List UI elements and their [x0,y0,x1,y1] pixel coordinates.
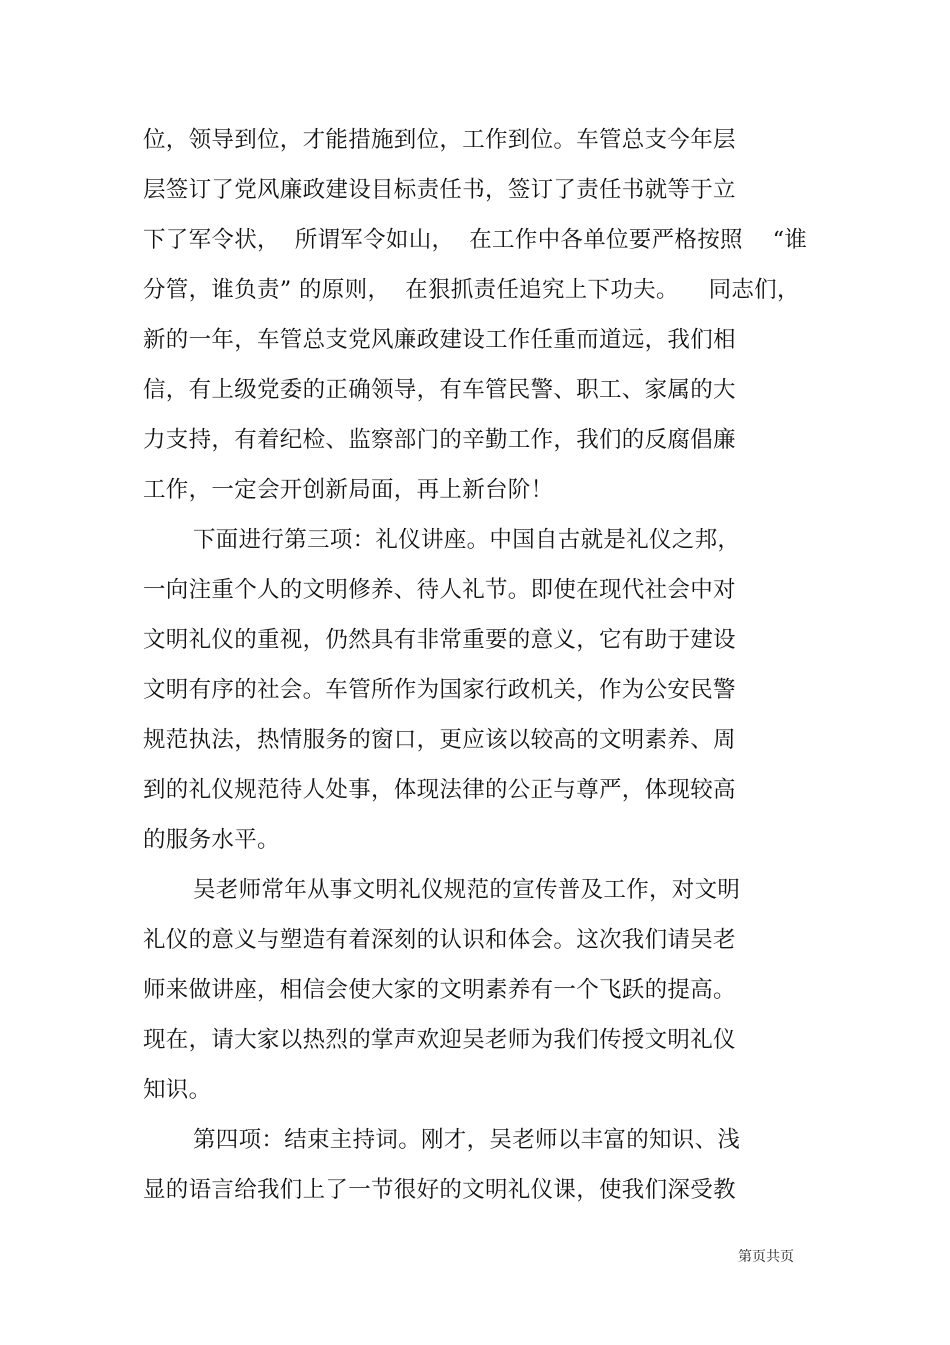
paragraph-line: 师来做讲座，相信会使大家的文明素养有一个飞跃的提高。 [143,977,736,1003]
paragraph-line: 下了军令状， 所谓军令如山， 在工作中各单位要严格按照 “谁 [143,227,808,253]
paragraph-line: 信，有上级党委的正确领导，有车管民警、职工、家属的大 [143,377,736,403]
paragraph-line: 力支持，有着纪检、监察部门的辛勤工作，我们的反腐倡廉 [143,427,736,453]
paragraph-line: 文明礼仪的重视，仍然具有非常重要的意义，它有助于建设 [143,627,736,653]
paragraph-line: 文明有序的社会。车管所作为国家行政机关，作为公安民警 [143,677,736,703]
paragraph-line: 的服务水平。 [143,827,280,853]
paragraph-line: 规范执法，热情服务的窗口，更应该以较高的文明素养、周 [143,727,736,753]
paragraph-line: 下面进行第三项：礼仪讲座。中国自古就是礼仪之邦， [193,527,741,553]
paragraph-line: 礼仪的意义与塑造有着深刻的认识和体会。这次我们请吴老 [143,927,736,953]
paragraph-line: 层签订了党风廉政建设目标责任书，签订了责任书就等于立 [143,177,736,203]
paragraph-line: 到的礼仪规范待人处事，体现法律的公正与尊严，体现较高 [143,777,736,803]
paragraph-line: 位，领导到位，才能措施到位，工作到位。车管总支今年层 [143,127,736,153]
paragraph-line: 分管，谁负责” 的原则， 在狠抓责任追究上下功夫。 同志们， [143,277,800,303]
paragraph-line: 第四项：结束主持词。刚才，吴老师以丰富的知识、浅 [193,1127,741,1153]
paragraph-line: 一向注重个人的文明修养、待人礼节。即使在现代社会中对 [143,577,736,603]
paragraph-line: 吴老师常年从事文明礼仪规范的宣传普及工作，对文明 [193,877,741,903]
page-number-footer: 第页共页 [738,1249,794,1265]
paragraph-line: 新的一年，车管总支党风廉政建设工作任重而道远，我们相 [143,327,736,353]
paragraph-line: 现在，请大家以热烈的掌声欢迎吴老师为我们传授文明礼仪 [143,1027,736,1053]
paragraph-line: 知识。 [143,1077,212,1103]
paragraph-line: 显的语言给我们上了一节很好的文明礼仪课，使我们深受教 [143,1177,736,1203]
paragraph-line: 工作，一定会开创新局面，再上新台阶！ [143,477,554,503]
